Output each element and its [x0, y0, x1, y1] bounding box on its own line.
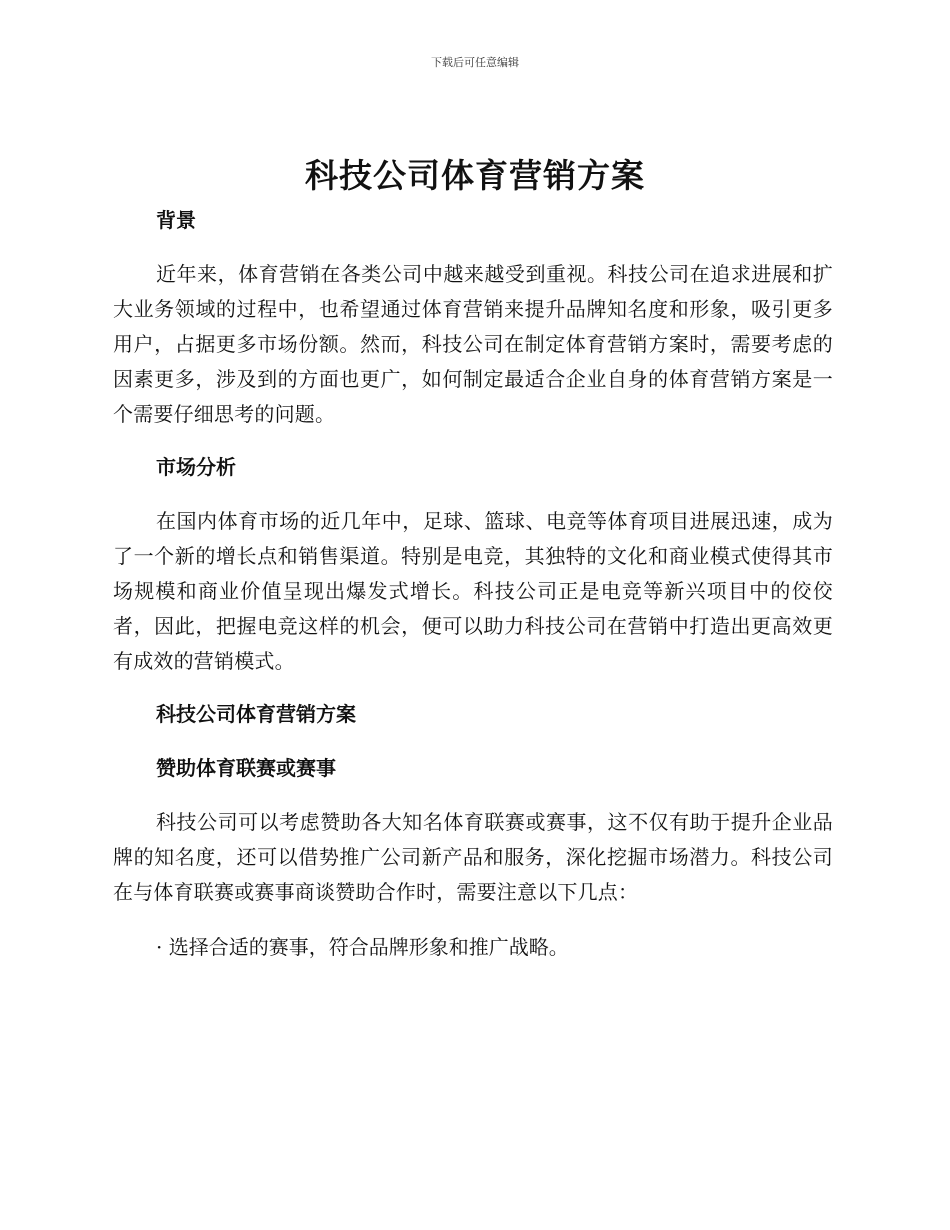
section-heading-background: 背景	[156, 208, 196, 232]
paragraph-sponsorship: 科技公司可以考虑赞助各大知名体育联赛或赛事，这不仅有助于提升企业品牌的知名度，还可以借势推广公司新产品和服务，深化挖掘市场潜力。科技公司在与体育联赛或赛事商谈赞助合作时，需要注意以下几点：	[113, 810, 833, 904]
document-body	[113, 205, 833, 965]
bullet-item: · 选择合适的赛事，符合品牌形象和推广战略。	[156, 935, 569, 959]
header-note: 下载后可任意编辑	[431, 56, 519, 69]
section-heading-plan: 科技公司体育营销方案	[156, 702, 356, 726]
paragraph-background: 近年来，体育营销在各类公司中越来越受到重视。科技公司在追求进展和扩大业务领域的过程中，也希望通过体育营销来提升品牌知名度和形象，吸引更多用户，占据更多市场份额。然而，科技公司在制定体育营销方案时，需要考虑的因素更多，涉及到的方面也更广，如何制定最适合企业自身的体育营销方案是一个需要仔细思考的问题。	[113, 262, 833, 426]
section-heading-sponsorship: 赞助体育联赛或赛事	[156, 756, 336, 780]
document-title: 科技公司体育营销方案	[305, 156, 645, 195]
paragraph-market: 在国内体育市场的近几年中，足球、篮球、电竞等体育项目进展迅速，成为了一个新的增长点和销售渠道。特别是电竞，其独特的文化和商业模式使得其市场规模和商业价值呈现出爆发式增长。科技公司正是电竞等新兴项目中的佼佼者，因此，把握电竞这样的机会，便可以助力科技公司在营销中打造出更高效更有成效的营销模式。	[113, 509, 833, 673]
section-heading-market: 市场分析	[156, 455, 236, 479]
